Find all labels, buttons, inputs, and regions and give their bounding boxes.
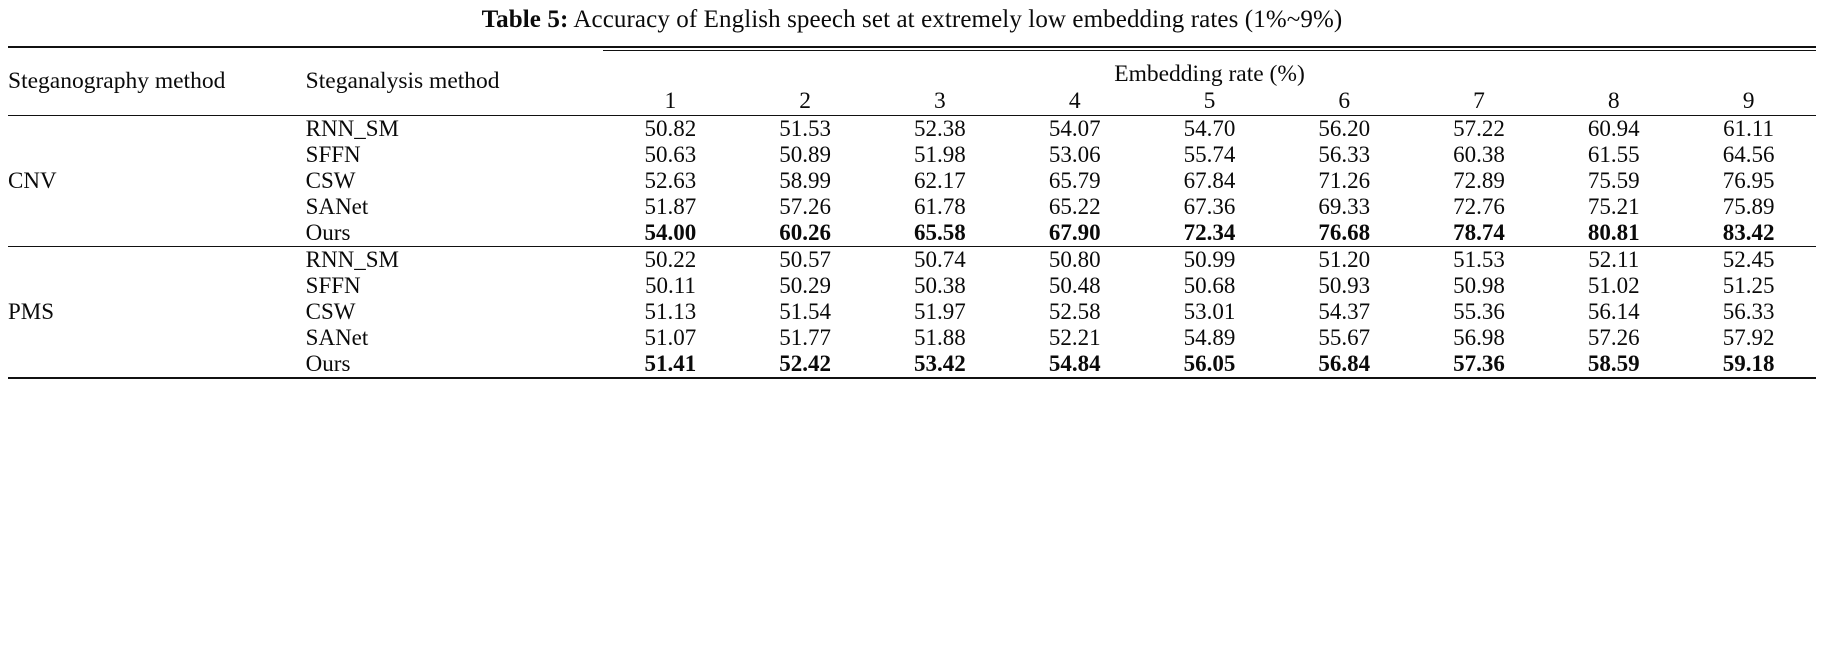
cell-value: 64.56 xyxy=(1722,142,1775,167)
cell-value: 59.18 xyxy=(1722,351,1775,376)
cell-value: 55.74 xyxy=(1183,142,1236,167)
cell-value: 69.33 xyxy=(1318,194,1371,219)
cell-value: 52.42 xyxy=(779,351,832,376)
cell-value: 65.22 xyxy=(1048,194,1101,219)
cell-value: 67.84 xyxy=(1183,168,1236,193)
cell-value: 54.89 xyxy=(1183,325,1236,350)
method-name: RNN_SM xyxy=(306,247,603,274)
cell-value: 51.41 xyxy=(644,351,697,376)
cell-value: 56.05 xyxy=(1183,351,1236,376)
cell-value: 72.76 xyxy=(1453,194,1505,219)
cell-value: 57.36 xyxy=(1453,351,1505,376)
rate-col-6: 6 xyxy=(1338,88,1351,114)
cell-value: 57.92 xyxy=(1722,325,1775,350)
cell-value: 57.26 xyxy=(1587,325,1640,350)
cell-value: 52.21 xyxy=(1048,325,1101,350)
cell-value: 56.33 xyxy=(1722,299,1775,324)
cell-value: 54.37 xyxy=(1318,299,1371,324)
cell-value: 67.90 xyxy=(1048,220,1101,245)
cell-value: 50.11 xyxy=(644,273,696,298)
cell-value: 58.59 xyxy=(1587,351,1640,376)
cell-value: 51.53 xyxy=(738,116,873,143)
cell-value: 50.93 xyxy=(1318,273,1371,298)
cell-value: 58.99 xyxy=(779,168,832,193)
cell-value: 53.42 xyxy=(914,351,966,376)
cell-value: 50.38 xyxy=(914,273,966,298)
cell-value: 61.55 xyxy=(1587,142,1640,167)
rate-col-4: 4 xyxy=(1068,88,1081,114)
cell-value: 60.26 xyxy=(779,220,832,245)
cell-value: 56.84 xyxy=(1318,351,1371,376)
cell-value: 50.63 xyxy=(644,142,697,167)
table-row xyxy=(8,247,1816,274)
cell-value: 56.14 xyxy=(1587,299,1640,324)
cell-value: 51.77 xyxy=(779,325,832,350)
group-name-0: CNV xyxy=(8,116,306,247)
cell-value: 50.22 xyxy=(603,247,738,274)
cell-value: 50.98 xyxy=(1453,273,1505,298)
cell-value: 50.57 xyxy=(738,247,873,274)
cell-value: 51.88 xyxy=(914,325,966,350)
cell-value: 51.02 xyxy=(1587,273,1640,298)
cell-value: 51.97 xyxy=(914,299,966,324)
method-name: SFFN xyxy=(305,273,361,298)
header-row-main xyxy=(8,47,1816,88)
cell-value: 51.25 xyxy=(1722,273,1775,298)
header-steganography-method: Steganography method xyxy=(8,47,306,116)
cell-value: 56.33 xyxy=(1318,142,1371,167)
cell-value: 54.84 xyxy=(1048,351,1101,376)
method-name: RNN_SM xyxy=(306,116,603,143)
table-row xyxy=(8,116,1816,143)
cell-value: 83.42 xyxy=(1722,220,1775,245)
header-steganalysis-method: Steganalysis method xyxy=(306,47,603,116)
method-name: Ours xyxy=(305,220,351,245)
cell-value: 65.79 xyxy=(1048,168,1101,193)
method-name: CSW xyxy=(305,168,356,193)
cell-value: 60.94 xyxy=(1546,116,1681,143)
header-embedding-rate-label: Embedding rate (%) xyxy=(603,50,1816,88)
method-name: SFFN xyxy=(305,142,361,167)
group-name-1: PMS xyxy=(8,247,306,379)
cell-value: 61.78 xyxy=(914,194,966,219)
cell-value: 61.11 xyxy=(1681,116,1816,143)
rate-col-2: 2 xyxy=(799,88,812,114)
cell-value: 53.06 xyxy=(1048,142,1101,167)
rate-col-1: 1 xyxy=(664,88,677,114)
cell-value: 75.21 xyxy=(1587,194,1640,219)
method-name: SANet xyxy=(305,194,369,219)
cell-value: 50.68 xyxy=(1183,273,1236,298)
cell-value: 67.36 xyxy=(1183,194,1236,219)
cell-value: 52.45 xyxy=(1681,247,1816,274)
table-caption xyxy=(8,0,1816,46)
cell-value: 62.17 xyxy=(914,168,966,193)
cell-value: 55.67 xyxy=(1318,325,1371,350)
cell-value: 50.89 xyxy=(779,142,832,167)
cell-value: 50.99 xyxy=(1142,247,1277,274)
cell-value: 50.82 xyxy=(603,116,738,143)
cell-value: 52.38 xyxy=(873,116,1008,143)
cell-value: 54.00 xyxy=(644,220,697,245)
cell-value: 55.36 xyxy=(1453,299,1505,324)
caption-label: Table 5: xyxy=(481,6,569,33)
rate-col-5: 5 xyxy=(1203,88,1216,114)
cell-value: 57.26 xyxy=(779,194,832,219)
cell-value: 52.58 xyxy=(1048,299,1101,324)
rate-col-8: 8 xyxy=(1607,88,1620,114)
cell-value: 76.68 xyxy=(1318,220,1371,245)
cell-value: 51.13 xyxy=(644,299,697,324)
method-name: CSW xyxy=(305,299,356,324)
cell-value: 51.54 xyxy=(779,299,832,324)
cell-value: 50.29 xyxy=(779,273,832,298)
cell-value: 57.22 xyxy=(1412,116,1547,143)
table-bottom-rule xyxy=(8,378,1816,379)
caption-text: Accuracy of English speech set at extremely low embedding rates (1%~9%) xyxy=(573,6,1343,33)
cell-value: 50.74 xyxy=(873,247,1008,274)
cell-value: 54.07 xyxy=(1007,116,1142,143)
header-embedding-rate xyxy=(603,47,1816,88)
cell-value: 51.20 xyxy=(1277,247,1412,274)
cell-value: 56.98 xyxy=(1453,325,1505,350)
cell-value: 72.34 xyxy=(1183,220,1236,245)
cell-value: 65.58 xyxy=(914,220,966,245)
method-name: SANet xyxy=(305,325,369,350)
cell-value: 56.20 xyxy=(1277,116,1412,143)
cell-value: 72.89 xyxy=(1453,168,1505,193)
cell-value: 51.98 xyxy=(914,142,966,167)
cell-value: 71.26 xyxy=(1318,168,1371,193)
cell-value: 60.38 xyxy=(1453,142,1505,167)
cell-value: 51.07 xyxy=(644,325,697,350)
cell-value: 78.74 xyxy=(1453,220,1505,245)
rate-col-7: 7 xyxy=(1473,88,1485,114)
rate-col-9: 9 xyxy=(1742,88,1755,114)
cell-value: 52.11 xyxy=(1546,247,1681,274)
cell-value: 54.70 xyxy=(1142,116,1277,143)
rate-col-3: 3 xyxy=(934,88,946,114)
cell-value: 53.01 xyxy=(1183,299,1236,324)
results-table xyxy=(8,46,1816,379)
cell-value: 50.80 xyxy=(1007,247,1142,274)
cell-value: 52.63 xyxy=(644,168,697,193)
cell-value: 51.53 xyxy=(1412,247,1547,274)
cell-value: 76.95 xyxy=(1722,168,1775,193)
cell-value: 51.87 xyxy=(644,194,697,219)
cell-value: 50.48 xyxy=(1048,273,1101,298)
cell-value: 80.81 xyxy=(1587,220,1640,245)
cell-value: 75.89 xyxy=(1722,194,1775,219)
cell-value: 75.59 xyxy=(1587,168,1640,193)
method-name: Ours xyxy=(305,351,351,376)
